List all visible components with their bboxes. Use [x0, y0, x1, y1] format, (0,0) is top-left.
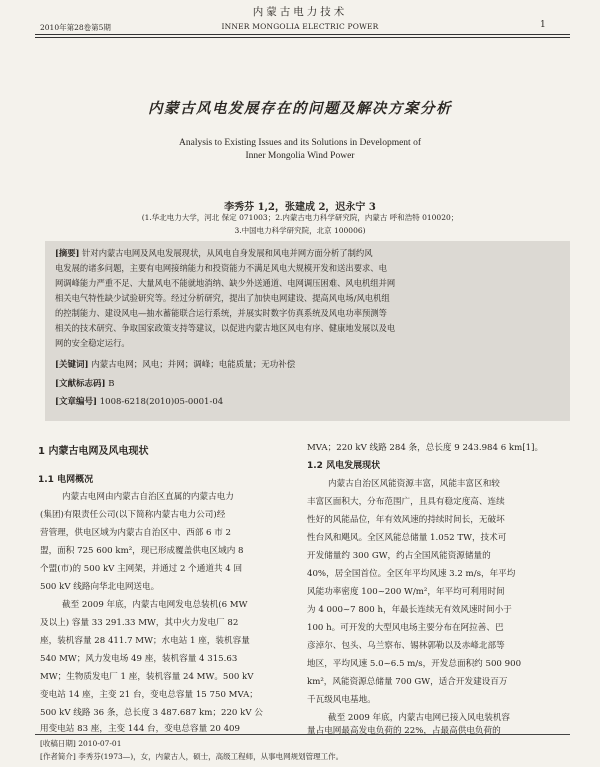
left-col-line: 及以上) 容量 33 291.33 MW，其中火力发电厂 82 [40, 618, 239, 628]
footnote-rule [35, 734, 570, 735]
left-col-line: MW；生物质发电厂 1 座，装机容量 24 MW。500 kV [40, 672, 254, 682]
abstract-label: [摘要] [55, 248, 80, 258]
keywords-text: 内蒙古电网；风电；并网；调峰；电能质量；无功补偿 [91, 360, 296, 370]
abstract-line-7: 网的安全稳定运行。 [55, 338, 130, 348]
right-col-line: 性好的风能品位，年有效风速的持续时间长，无破坏 [307, 515, 505, 525]
header-rule [35, 34, 570, 35]
left-col-line: 540 MW；风力发电场 49 座，装机容量 4 315.63 [40, 654, 238, 664]
left-col-line: 截至 2009 年底，内蒙古电网发电总装机(6 MW [62, 600, 248, 610]
left-col-line: 个盟(市)的 500 kV 主网架，并通过 2 个通道共 4 回 [40, 564, 243, 574]
abstract-line-6: 相关的技术研究、争取国家政策支持等建议，以促进内蒙古地区风电有序、健康地发展以及电 [55, 323, 396, 333]
abstract-line-2: 电发展的诸多问题，主要有电网接纳能力和投资能力不满足风电大规模开发和送出要求、电 [55, 263, 387, 273]
title-en-line-2: Inner Mongolia Wind Power [245, 151, 355, 161]
doc-code [55, 377, 115, 389]
left-col-line: 变电站 14 座，主变 21 台，变电总容量 15 750 MVA； [40, 690, 258, 700]
left-col-line: 营管理，供电区域为内蒙古自治区中、西部 6 市 2 [40, 528, 232, 538]
right-col-line: 开发储量约 300 GW，约占全国风能资源储量的 [307, 551, 491, 561]
right-col-line: 量占电网最高发电负荷的 22%，占最高供电负荷的 [307, 726, 501, 736]
right-col-line: 为 4 000~7 800 h，年最长连续无有效风速时间小于 [307, 605, 512, 615]
header-rule-thin [35, 37, 570, 38]
right-col-line: 彦淖尔、包头、乌兰察布、锡林郭勒以及赤峰北部等 [307, 641, 505, 651]
left-col-line: 500 kV 线路向华北电网送电。 [40, 582, 160, 592]
abstract-line-5: 的控制能力、建设风电—抽水蓄能联合运行系统，并展实时数字仿真系统及风电功率预测等 [55, 308, 387, 318]
right-col-line: 100 h。可开发的大型风电场主要分布在阿拉善、巴 [307, 623, 504, 633]
doc-code-text: B [108, 379, 115, 389]
abstract-line-3: 网调峰能力严重不足、大量风电不能就地消纳、缺少外送通道、电网调压困难、风电机组并网 [55, 278, 396, 288]
left-col-line: 500 kV 线路 36 条，总长度 3 487.687 km；220 kV 公 [40, 708, 263, 718]
right-col-line: 丰富区面积大，分布范围广，且具有稳定度高、连续 [307, 497, 505, 507]
right-col-line: 千瓦级风电基地。 [307, 695, 376, 705]
left-col-line: 内蒙古电网由内蒙古自治区直属的内蒙古电力 [62, 492, 234, 502]
article-number-label: [文章编号] [55, 397, 98, 407]
section-heading-1: 1 内蒙古电网及风电现状 [38, 446, 149, 457]
article-number [55, 395, 223, 407]
title-cn: 内蒙古风电发展存在的问题及解决方案分析 [148, 100, 452, 117]
author-bio: [作者简介] 李秀芬(1973—)，女，内蒙古人，硕士，高级工程师，从事电网规划管理工作。 [40, 752, 344, 761]
journal-name-en: INNER MONGOLIA ELECTRIC POWER [221, 22, 379, 31]
right-col-line: 性台风和飓风。全区风能总储量 1.052 TW，技术可 [307, 533, 507, 543]
received-date: [收稿日期] 2010-07-01 [40, 739, 122, 748]
left-col-line: 盟，面积 725 600 km²，现已形成覆盖供电区域内 8 [40, 546, 244, 556]
journal-name: 内蒙古电力技术 [252, 6, 348, 18]
authors: 李秀芬 1,2，张建成 2，迟永宁 3 [224, 202, 376, 213]
affiliation-line-2: 3.中国电力科学研究院，北京 100006) [234, 226, 366, 235]
subsection-heading-1-1: 1.1 电网概况 [38, 475, 94, 485]
abstract-text: 针对内蒙古电网及风电发展现状，从风电自身发展和风电并网方面分析了制约风 [82, 248, 373, 258]
right-col-line: km²，风能资源总储量 700 GW，适合开发建设百万 [307, 677, 508, 687]
right-col-line: 内蒙古自治区风能资源丰富，风能丰富区和较 [328, 479, 500, 489]
title-en-line-1: Analysis to Existing Issues and its Solutions in Development of [179, 138, 421, 148]
right-col-line: MVA；220 kV 线路 284 条，总长度 9 243.984 6 km[1]。 [307, 443, 544, 453]
issue-info: 2010年第28卷第5期 [40, 23, 111, 32]
article-number-text: 1008-6218(2010)05-0001-04 [99, 397, 224, 407]
left-col-line: 座，装机容量 28 411.7 MW；水电站 1 座，装机容量 [40, 636, 250, 646]
right-col-line: 截至 2009 年底，内蒙古电网已接入风电装机容 [328, 713, 511, 723]
right-col-line: 风能功率密度 100~200 W/m²，年平均可利用时间 [307, 587, 505, 597]
affiliation-line-1: (1.华北电力大学，河北 保定 071003；2.内蒙古电力科学研究院，内蒙古 呼和浩特 010020； [141, 213, 459, 222]
right-col-line: 地区，平均风速 5.0~6.5 m/s，开发总面积约 500 900 [307, 659, 522, 669]
abstract-line-1 [55, 247, 373, 259]
left-col-line: (集团)有限责任公司(以下简称内蒙古电力公司)经 [40, 510, 226, 520]
left-col-line: 用变电站 83 座，主变 144 台，变电总容量 20 409 [40, 724, 240, 734]
abstract-line-4: 相关电气特性缺少试验研究等。经过分析研究，提出了加快电网建设、提高风电场/风电机组 [55, 293, 390, 303]
doc-code-label: [文献标志码] [55, 379, 106, 389]
page-number: 1 [540, 20, 546, 30]
keywords [55, 358, 295, 370]
right-col-line: 40%，居全国首位。全区年平均风速 3.2 m/s，年平均 [307, 569, 516, 579]
keywords-label: [关键词] [55, 360, 89, 370]
subsection-heading-1-2: 1.2 风电发展现状 [307, 461, 381, 471]
